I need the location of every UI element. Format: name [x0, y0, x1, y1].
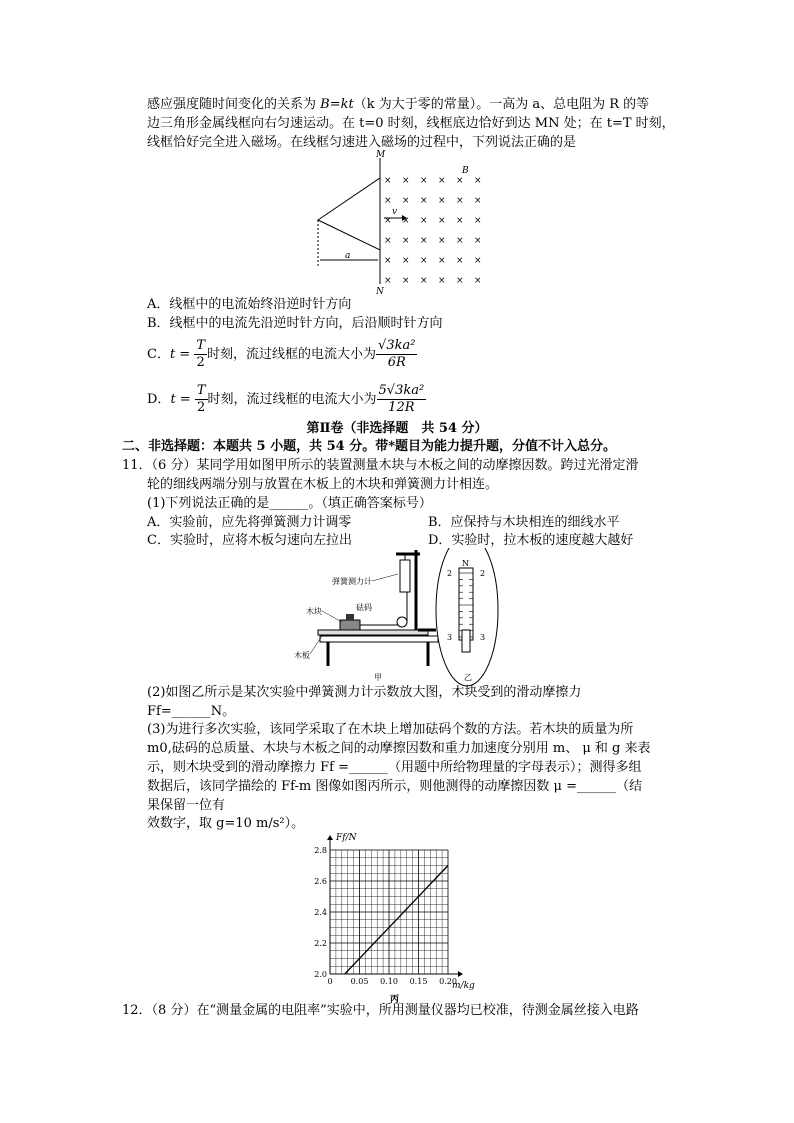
- q10-line2: 边三角形金属线框向右匀速运动。在 t=0 时刻，线框底边恰好到达 MN 处；在 t=T 时刻，: [147, 116, 675, 131]
- y-tick-label: 2.8: [314, 846, 327, 855]
- q11-line6: (3)为进行多次实验，该同学采取了在木块上增加砝码个数的方法。若木块的质量为所: [147, 722, 634, 737]
- y-axis-arrow: [327, 835, 333, 840]
- field-cross: ×: [474, 196, 482, 206]
- fraction-T-over-2: [194, 338, 207, 371]
- q12-line1: 12．（8 分）在“测量金属的电阻率”实验中，所用测量仪器均已校准，待测金属丝接入电路: [122, 1003, 639, 1018]
- field-cross: ×: [420, 256, 428, 266]
- field-cross: ×: [402, 176, 410, 186]
- field-cross: ×: [456, 256, 464, 266]
- field-cross: ×: [438, 216, 446, 226]
- q11-line5: Ff=______N。: [147, 704, 236, 719]
- ff-m-chart: [300, 828, 490, 1006]
- label-a: a: [345, 251, 351, 261]
- field-cross: ×: [402, 216, 410, 226]
- field-cross: ×: [456, 196, 464, 206]
- text-span: 12R: [388, 400, 415, 415]
- text-span: t =: [170, 392, 191, 407]
- x-tick-label: 0.20: [439, 977, 457, 986]
- label-weight: 砝码: [356, 603, 372, 612]
- text-span: √3ka²: [378, 338, 416, 353]
- chart-caption: 丙: [390, 995, 400, 1005]
- q11-line7: m0,砝码的总质量、木块与木板之间的动摩擦因数和重力加速度分别用 m、 μ 和 g 来表: [147, 741, 651, 756]
- field-cross: ×: [384, 276, 392, 286]
- label-block: 木块: [306, 607, 322, 616]
- y-tick-label: 2.2: [314, 939, 327, 948]
- text-span: 2: [197, 400, 206, 415]
- tick-label: 3: [447, 633, 453, 642]
- field-cross: ×: [438, 256, 446, 266]
- field-cross: ×: [474, 276, 482, 286]
- field-cross: ×: [474, 176, 482, 186]
- wood-block: [340, 620, 360, 630]
- leader-line: [372, 574, 398, 581]
- field-cross: ×: [456, 276, 464, 286]
- text-span: 感应强度随时间变化的关系为: [147, 97, 321, 112]
- q11-line10: 果保留一位有: [147, 798, 226, 813]
- fraction-current-c: [376, 338, 417, 371]
- leader-line: [322, 611, 342, 622]
- text-span: 5√3ka²: [378, 383, 425, 398]
- q11-option-d: D．实验时，拉木板的速度越大越好: [428, 533, 634, 548]
- section-heading: 二、非选择题：本题共 5 小题，共 54 分。带*题目为能力提升题，分值不计入总分。: [122, 439, 617, 454]
- text-span: C．: [147, 347, 170, 362]
- field-cross: ×: [438, 236, 446, 246]
- field-cross: ×: [402, 236, 410, 246]
- q11-line8: 示，则木块受到的滑动摩擦力 Ff =______（用题中所给物理量的字母表示）；测得多组: [147, 760, 642, 775]
- x-tick-label: 0.05: [350, 977, 369, 986]
- q11-apparatus-figure: [290, 548, 510, 688]
- field-cross: ×: [438, 196, 446, 206]
- field-cross: ×: [456, 216, 464, 226]
- weight: [346, 614, 354, 620]
- field-cross: ×: [384, 236, 392, 246]
- label-v: v: [392, 207, 398, 217]
- x-tick-label: 0: [327, 977, 333, 986]
- tick-label: 2: [447, 569, 453, 578]
- chart-ticks: [314, 846, 457, 986]
- field-cross: ×: [438, 176, 446, 186]
- magnetic-field-crosses: [384, 176, 482, 286]
- text-span: 6R: [387, 355, 406, 370]
- label-M: M: [376, 150, 386, 160]
- label-spring-scale: 弹簧测力计: [332, 577, 372, 586]
- y-axis-label: Ff/N: [336, 833, 357, 843]
- field-cross: ×: [384, 196, 392, 206]
- text-span: 时刻，流过线框的电流大小为: [207, 392, 377, 407]
- board: [318, 630, 428, 635]
- field-cross: ×: [402, 196, 410, 206]
- label-N-unit: N: [462, 559, 469, 568]
- text-span: T: [196, 338, 206, 353]
- formula: B=kt: [320, 97, 354, 112]
- text-span: T: [196, 383, 206, 398]
- field-cross: ×: [384, 216, 392, 226]
- x-tick-label: 0.10: [380, 977, 398, 986]
- q11-line2: 轮的细线两端分别与放置在木板上的木块和弹簧测力计相连。: [147, 477, 499, 492]
- scale-body: [459, 568, 473, 640]
- text-span: （k 为大于零的常量）。一高为 a、总电阻为 R 的等: [353, 97, 650, 112]
- label-B: B: [462, 166, 469, 176]
- field-cross: ×: [456, 236, 464, 246]
- field-cross: ×: [384, 256, 392, 266]
- text-span: 2: [196, 355, 205, 370]
- caption-jia: 甲: [374, 673, 382, 682]
- label-board: 木板: [294, 651, 310, 660]
- field-cross: ×: [474, 256, 482, 266]
- x-tick-label: 0.15: [409, 977, 428, 986]
- field-cross: ×: [474, 236, 482, 246]
- field-cross: ×: [438, 276, 446, 286]
- q10-line3: 线框恰好完全进入磁场。在线框匀速进入磁场的过程中，下列说法正确的是: [147, 135, 577, 150]
- field-cross: ×: [384, 176, 392, 186]
- chart-grid: [330, 850, 448, 974]
- q11-line1: 11．（6 分）某同学用如图甲所示的装置测量木块与木板之间的动摩擦因数。跨过光滑定滑: [122, 458, 639, 473]
- q11-line11: 效数字，取 g=10 m/s²）。: [147, 816, 305, 831]
- x-axis-label: m/kg: [452, 981, 475, 991]
- fraction-current-d: [377, 383, 427, 416]
- q11-line3: (1)下列说法正确的是______。（填正确答案标号）: [147, 496, 432, 511]
- q10-option-a: A．线框中的电流始终沿逆时针方向: [147, 297, 352, 312]
- y-tick-label: 2.6: [314, 877, 327, 886]
- pulley: [397, 617, 407, 627]
- y-tick-label: 2.4: [314, 908, 327, 917]
- text-span: t =: [169, 347, 191, 362]
- q10-figure: [300, 150, 500, 300]
- q10-option-c: [147, 335, 417, 375]
- q11-option-c: C．实验时，应将木板匀速向左拉出: [147, 533, 352, 548]
- field-cross: ×: [456, 176, 464, 186]
- q10-option-b: B．线框中的电流先沿逆时针方向，后沿顺时针方向: [147, 316, 443, 331]
- q11-option-a: A．实验前，应先将弹簧测力计调零: [147, 515, 352, 530]
- tick-label: 3: [480, 633, 486, 642]
- field-cross: ×: [474, 216, 482, 226]
- text-span: 时刻，流过线框的电流大小为: [207, 347, 377, 362]
- field-cross: ×: [402, 256, 410, 266]
- q11-option-b: B．应保持与木块相连的细线水平: [428, 515, 620, 530]
- scale-pointer-rod: [462, 630, 470, 652]
- tick-label: 2: [480, 569, 486, 578]
- q11-line4: (2)如图乙所示是某次实验中弹簧测力计示数放大图，木块受到的滑动摩擦力: [147, 685, 582, 700]
- label-N: N: [376, 287, 384, 297]
- field-cross: ×: [420, 176, 428, 186]
- spring-scale: [400, 560, 410, 592]
- field-cross: ×: [420, 236, 428, 246]
- q10-line1: [147, 96, 649, 114]
- leader-line: [310, 636, 322, 654]
- triangle-loop: [318, 178, 380, 250]
- fraction-T-over-2: [195, 383, 208, 416]
- y-tick-label: 2.0: [314, 970, 327, 979]
- text-span: D．: [147, 392, 171, 407]
- field-cross: ×: [420, 196, 428, 206]
- field-cross: ×: [420, 276, 428, 286]
- q11-line9: 数据后，该同学描绘的 Ff-m 图像如图丙所示，则他测得的动摩擦因数 μ =______（结: [147, 779, 642, 794]
- field-cross: ×: [420, 216, 428, 226]
- section-title: 第Ⅱ卷（非选择题 共 54 分）: [306, 421, 488, 436]
- x-axis-arrow: [458, 971, 463, 977]
- table-top: [320, 636, 438, 642]
- field-cross: ×: [402, 276, 410, 286]
- caption-yi: 乙: [464, 673, 472, 682]
- q10-option-d: [147, 380, 426, 420]
